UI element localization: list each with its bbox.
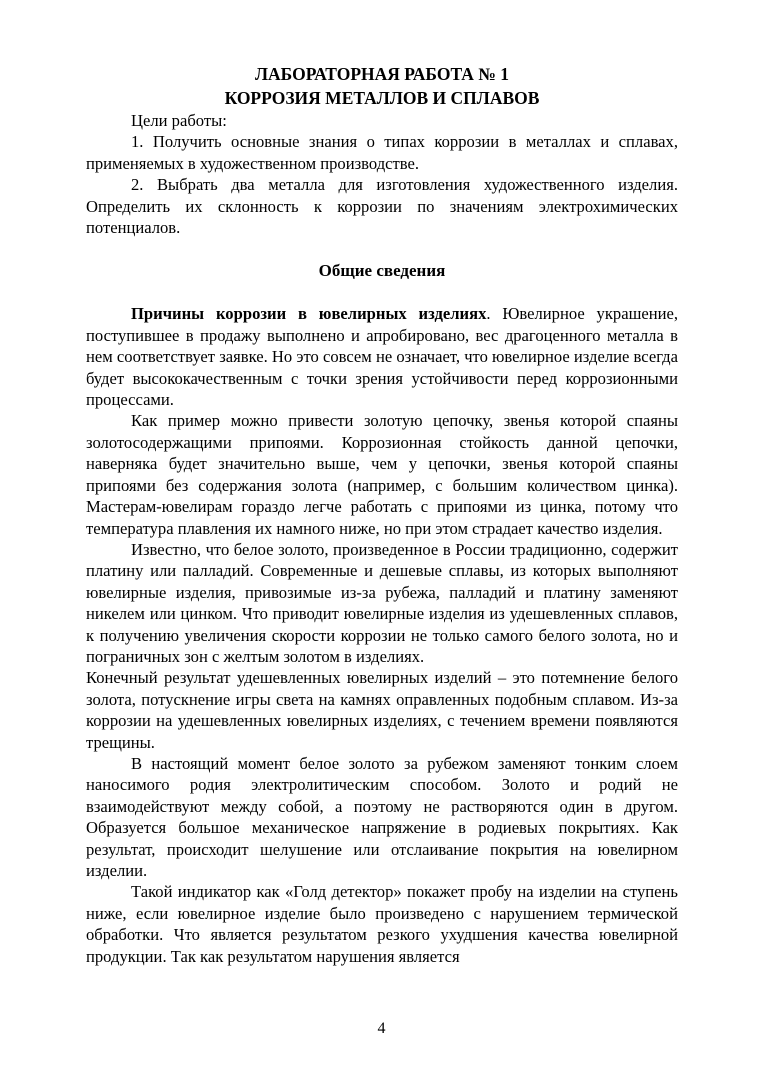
paragraph-5: В настоящий момент белое золото за рубежом заменяют тонким слоем наносимого родия электролитическим способом. Золото и родий не взаимодействуют между собой, а поэтому не растворяются один в другом. Образуется большое механическое напряжение в родиевых покрытиях. Как результат, происходит шелушение или отслаивание покрытия на ювелирном изделии. (86, 753, 678, 880)
page-number: 4 (377, 1020, 386, 1037)
paragraph-1 (86, 303, 678, 410)
title-line-2: КОРРОЗИЯ МЕТАЛЛОВ И СПЛАВОВ (224, 88, 540, 108)
paragraph-6: Такой индикатор как «Голд детектор» покажет пробу на изделии на ступень ниже, если ювелирное изделие было произведено с нарушением термической обработки. Что является результатом резкого ухудшения качества ювелирной продукции. Так как результатом нарушения является (86, 882, 678, 966)
paragraph-1-lead: Причины коррозии в ювелирных изделиях (131, 304, 487, 324)
goal-item-1: 1. Получить основные знания о типах коррозии в металлах и сплавах, применяемых в художественном производстве. (86, 132, 678, 173)
paragraph-3: Известно, что белое золото, произведенное в России традиционно, содержит платину или палладий. Современные и дешевые сплавы, из которых выполняют ювелирные изделия, привозимые из-за рубежа, палладий и платину заменяют никелем или цинком. Что приводит ювелирные изделия из удешевленных сплавов, к получению увеличения скорости коррозии не только самого белого золота, но и пограничных зон с желтым золотом в изделиях. (86, 539, 678, 666)
document-body (86, 110, 678, 967)
goal-item-2: 2. Выбрать два металла для изготовления художественного изделия. Определить их склонность к коррозии по значениям электрохимических потенциалов. (86, 175, 678, 238)
title-line-1: ЛАБОРАТОРНАЯ РАБОТА № 1 (255, 64, 509, 84)
section-heading: Общие сведения (318, 261, 446, 281)
paragraph-1-rest: . Ювелирное украшение, поступившее в продажу выполнено и апробировано, вес драгоценного металла в нем соответствует заявке. Но это совсем не означает, что ювелирное изделие всегда будет высококачественным с точки зрения устойчивости перед коррозионными процессами. (86, 304, 678, 410)
paragraph-4: Конечный результат удешевленных ювелирных изделий – это потемнение белого золота, потускнение игры света на камнях оправленных подобным сплавом. Из-за коррозии на удешевленных ювелирных изделиях, с течением времени появляются трещины. (86, 668, 678, 752)
document-title (86, 62, 678, 110)
goals-intro: Цели работы: (131, 111, 227, 130)
paragraph-2: Как пример можно привести золотую цепочку, звенья которой спаяны золотосодержащими припоями. Коррозионная стойкость данной цепочки, наверняка будет значительно выше, чем у цепочки, звенья которой спаяны припоями без содержания золота (например, с большим количеством цинка). Мастерам-ювелирам гораздо легче работать с припоями из цинка, потому что температура плавления их намного ниже, но при этом страдает качество изделия. (86, 411, 678, 538)
